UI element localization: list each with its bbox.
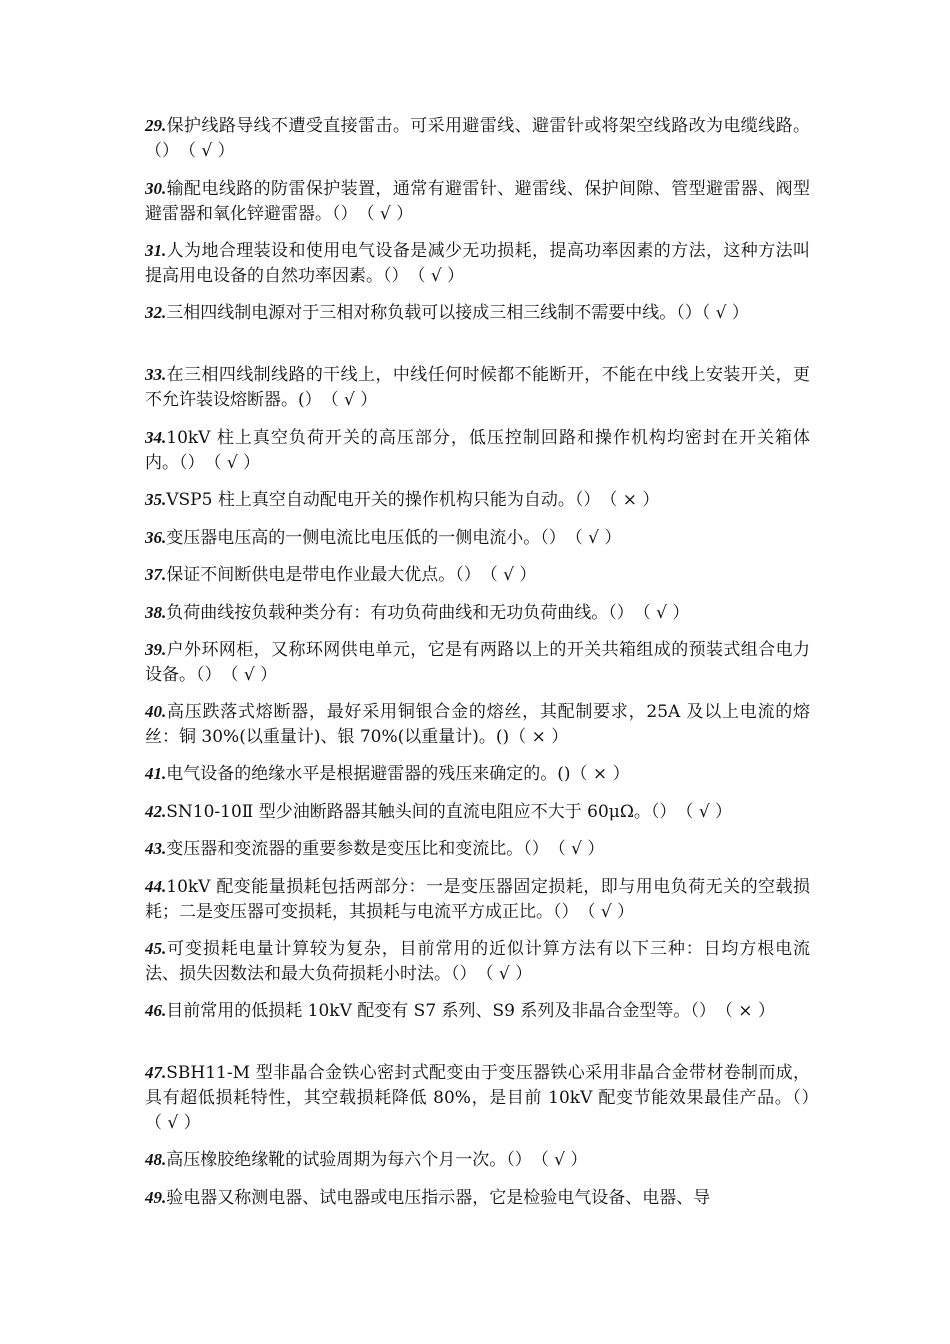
- question-number: 48.: [145, 1150, 167, 1169]
- question-32: [145, 300, 810, 326]
- question-35: [145, 487, 810, 513]
- question-34: [145, 425, 810, 476]
- question-text: 人为地合理装设和使用电气设备是减少无功损耗，提高功率因素的方法，这种方法叫提高用电设备的自然功率因素。（） （ √ ）: [145, 241, 810, 286]
- question-42: [145, 799, 810, 825]
- question-number: 44.: [145, 877, 167, 896]
- question-number: 32.: [145, 303, 167, 322]
- question-number: 36.: [145, 528, 167, 547]
- question-number: 49.: [145, 1188, 167, 1207]
- question-46: [145, 998, 810, 1024]
- question-number: 46.: [145, 1001, 167, 1020]
- question-49: [145, 1185, 810, 1211]
- question-48: [145, 1147, 810, 1173]
- question-37: [145, 562, 810, 588]
- question-number: 42.: [145, 802, 167, 821]
- question-40: [145, 699, 810, 750]
- question-text: 变压器电压高的一侧电流比电压低的一侧电流小。（） （ √ ）: [166, 528, 622, 548]
- question-number: 29.: [145, 116, 167, 135]
- question-47: [145, 1060, 827, 1136]
- question-31: [145, 238, 810, 289]
- question-text: SBH11-M 型非晶合金铁心密封式配变由于变压器铁心采用非晶合金带材卷制而成，具有超低损耗特性，其空载损耗降低 80%，是目前 10kV 配变节能效果最佳产品。（） （ √ ）: [145, 1063, 827, 1133]
- question-number: 30.: [145, 179, 167, 198]
- question-number: 35.: [145, 490, 167, 509]
- question-29: [145, 113, 810, 164]
- question-38: [145, 600, 810, 626]
- question-number: 37.: [145, 565, 167, 584]
- question-text: 10kV 配变能量损耗包括两部分：一是变压器固定损耗，即与用电负荷无关的空载损耗；二是变压器可变损耗，其损耗与电流平方成正比。（） （ √ ）: [145, 877, 810, 922]
- question-text: 验电器又称测电器、试电器或电压指示器，它是检验电气设备、电器、导: [166, 1188, 711, 1208]
- question-text: 变压器和变流器的重要参数是变压比和变流比。（） （ √ ）: [166, 839, 605, 859]
- question-text: 三相四线制电源对于三相对称负载可以接成三相三线制不需要中线。（）（ √ ）: [166, 303, 749, 323]
- question-number: 34.: [145, 428, 167, 447]
- question-44: [145, 874, 810, 925]
- question-text: 保护线路导线不遭受直接雷击。可采用避雷线、避雷针或将架空线路改为电缆线路。（） （ √ ）: [145, 116, 810, 161]
- question-number: 43.: [145, 839, 167, 858]
- question-text: 高压跌落式熔断器，最好采用铜银合金的熔丝，其配制要求，25A 及以上电流的熔丝：铜 30%(以重量计)、银 70%(以重量计)。()（ × ）: [145, 702, 810, 747]
- question-text: 保证不间断供电是带电作业最大优点。（） （ √ ）: [166, 565, 537, 585]
- question-text: 负荷曲线按负载种类分有：有功负荷曲线和无功负荷曲线。（） （ √ ）: [166, 603, 690, 623]
- question-41: [145, 761, 810, 787]
- question-text: 目前常用的低损耗 10kV 配变有 S7 系列、S9 系列及非晶合金型等。（） （ × ）: [166, 1001, 775, 1021]
- question-number: 40.: [145, 702, 167, 721]
- question-number: 33.: [145, 365, 167, 384]
- question-number: 47.: [145, 1063, 167, 1082]
- question-text: 10kV 柱上真空负荷开关的高压部分，低压控制回路和操作机构均密封在开关箱体内。（） （ √ ）: [145, 428, 810, 473]
- question-45: [145, 936, 810, 987]
- question-43: [145, 836, 810, 862]
- question-number: 31.: [145, 241, 167, 260]
- question-text: 在三相四线制线路的干线上，中线任何时候都不能断开，不能在中线上安装开关，更不允许装设熔断器。(） （ √ ）: [145, 365, 810, 410]
- question-number: 45.: [145, 939, 167, 958]
- question-text: 可变损耗电量计算较为复杂，目前常用的近似计算方法有以下三种：日均方根电流法、损失因数法和最大负荷损耗小时法。（） （ √ ）: [145, 939, 810, 984]
- question-36: [145, 525, 810, 551]
- question-text: 户外环网柜，又称环网供电单元，它是有两路以上的开关共箱组成的预装式组合电力设备。（） （ √ ）: [145, 640, 810, 685]
- question-text: 输配电线路的防雷保护装置，通常有避雷针、避雷线、保护间隙、管型避雷器、阀型避雷器和氧化锌避雷器。（） （ √ ）: [145, 179, 810, 224]
- question-number: 38.: [145, 603, 167, 622]
- question-number: 39.: [145, 640, 167, 659]
- question-text: 电气设备的绝缘水平是根据避雷器的残压来确定的。()（ × ）: [166, 764, 630, 784]
- question-text: 高压橡胶绝缘靴的试验周期为每六个月一次。（） （ √ ）: [166, 1150, 588, 1170]
- question-text: VSP5 柱上真空自动配电开关的操作机构只能为自动。（） （ × ）: [166, 490, 660, 510]
- question-text: SN10-10Ⅱ 型少油断路器其触头间的直流电阻应不大于 60μΩ。（） （ √ ）: [166, 802, 733, 822]
- question-39: [145, 637, 810, 688]
- question-number: 41.: [145, 764, 167, 783]
- question-30: [145, 176, 810, 227]
- question-33: [145, 362, 810, 413]
